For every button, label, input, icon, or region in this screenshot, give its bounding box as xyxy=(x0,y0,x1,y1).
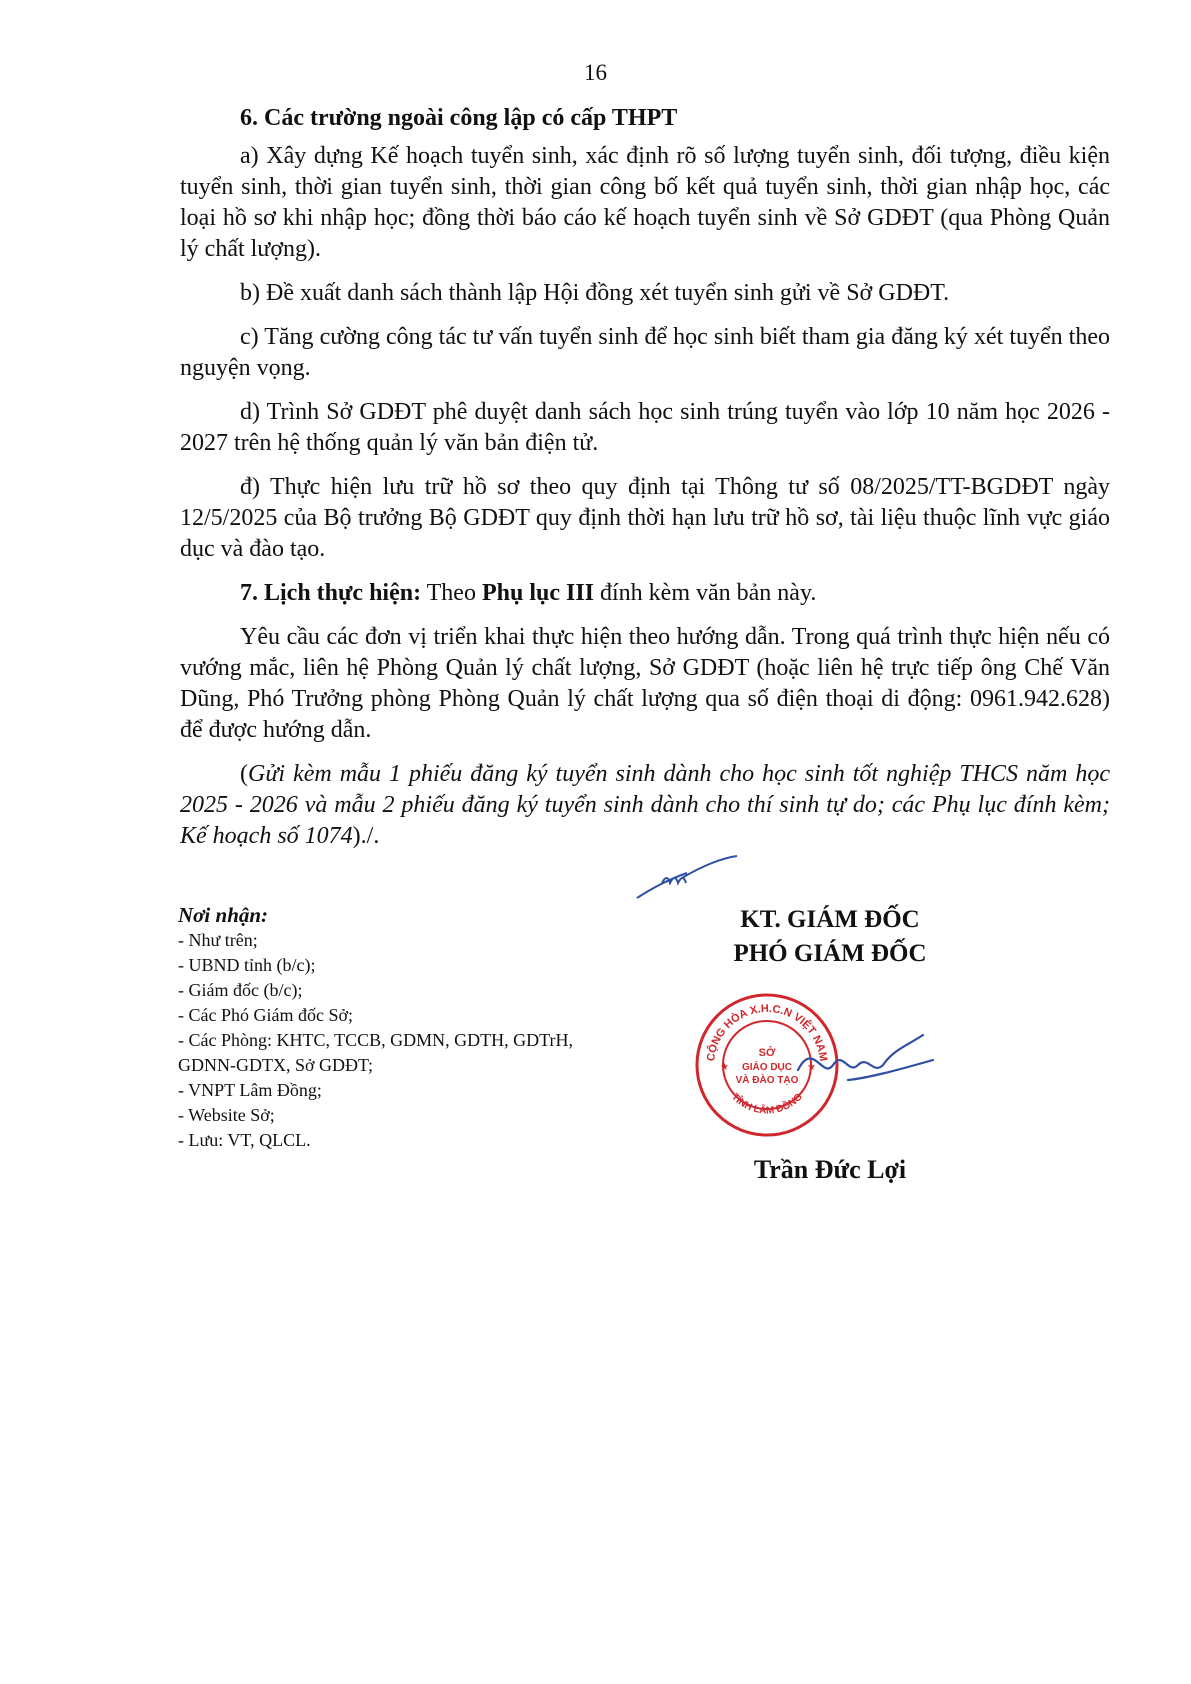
attachment-open-paren: ( xyxy=(240,761,248,787)
recipient-item: - Như trên; xyxy=(178,930,258,950)
section-7-text-before: Theo xyxy=(421,580,482,606)
section-7-text-after: đính kèm văn bản này. xyxy=(594,580,817,606)
section-6-heading: 6. Các trường ngoài công lập có cấp THPT xyxy=(240,105,678,131)
section-6-item-a: a) Xây dựng Kế hoạch tuyển sinh, xác định rõ số lượng tuyển sinh, đối tượng, điều kiện tuyển sinh, thời gian tuyển sinh, thời gian công bố kết quả tuyển sinh, thời gian nhập học, các loại hồ sơ khi nhập học; đồng thời báo cáo kế hoạch tuyển sinh về Sở GDĐT (qua Phòng Quản lý chất lượng). xyxy=(180,143,1110,262)
page-number: 16 xyxy=(584,60,607,85)
recipients-title: Nơi nhận: xyxy=(178,903,269,927)
section-6-item-dd: đ) Thực hiện lưu trữ hồ sơ theo quy định tại Thông tư số 08/2025/TT-BGDĐT ngày 12/5/2025 của Bộ trưởng Bộ GDĐT quy định thời hạn lưu trữ hồ sơ, tài liệu thuộc lĩnh vực giáo dục và đào tạo. xyxy=(180,474,1110,562)
attachment-note-text: Gửi kèm mẫu 1 phiếu đăng ký tuyển sinh dành cho học sinh tốt nghiệp THCS năm học 2025 - 2026 và mẫu 2 phiếu đăng ký tuyển sinh dành cho thí sinh tự do; các Phụ lục đính kèm; Kế hoạch số 1074 xyxy=(180,761,1110,849)
recipient-item: - Các Phó Giám đốc Sở; xyxy=(178,1005,353,1025)
svg-text:CỘNG HÒA X.H.C.N VIỆT NAM: CỘNG HÒA X.H.C.N VIỆT NAM xyxy=(705,1002,829,1062)
signer-role-line-1: KT. GIÁM ĐỐC xyxy=(740,906,920,933)
recipient-item: - Các Phòng: KHTC, TCCB, GDMN, GDTH, GDTrH, GDNN-GDTX, Sở GDĐT; xyxy=(178,1030,574,1075)
section-6-item-d: d) Trình Sở GDĐT phê duyệt danh sách học sinh trúng tuyển vào lớp 10 năm học 2026 - 2027 trên hệ thống quản lý văn bản điện tử. xyxy=(180,399,1110,456)
signature-icon xyxy=(788,1020,938,1100)
svg-text:★: ★ xyxy=(807,1062,816,1073)
section-6-item-c: c) Tăng cường công tác tư vấn tuyển sinh để học sinh biết tham gia đăng ký xét tuyển theo nguyện vọng. xyxy=(180,324,1110,381)
svg-text:SỞ: SỞ xyxy=(758,1047,776,1059)
attachment-close: )./. xyxy=(352,823,380,849)
attachment-note xyxy=(180,759,1110,852)
request-paragraph: Yêu cầu các đơn vị triển khai thực hiện theo hướng dẫn. Trong quá trình thực hiện nếu có vướng mắc, liên hệ Phòng Quản lý chất lượng, Sở GDĐT (hoặc liên hệ trực tiếp ông Chế Văn Dũng, Phó Trưởng phòng Phòng Quản lý chất lượng qua số điện thoại di động: 0961.942.628) để được hướng dẫn. xyxy=(180,624,1110,743)
recipients-list xyxy=(178,928,598,1153)
recipient-item: - UBND tỉnh (b/c); xyxy=(178,955,316,975)
recipients-block xyxy=(178,903,598,1153)
svg-text:GIÁO DỤC: GIÁO DỤC xyxy=(742,1062,792,1073)
svg-text:★: ★ xyxy=(720,1062,729,1073)
document-body xyxy=(180,103,1110,865)
section-7-schedule xyxy=(180,578,1110,609)
recipient-item: - Giám đốc (b/c); xyxy=(178,980,303,1000)
svg-text:TỈNH LÂM ĐỒNG: TỈNH LÂM ĐỒNG xyxy=(729,1091,805,1117)
signature-title-block xyxy=(660,903,1000,971)
recipient-item: - Website Sở; xyxy=(178,1105,275,1125)
svg-text:VÀ ĐÀO TẠO: VÀ ĐÀO TẠO xyxy=(735,1075,799,1086)
section-7-label: 7. Lịch thực hiện: xyxy=(240,580,422,606)
section-7-appendix: Phụ lục III xyxy=(481,580,595,606)
signer-role-line-2: PHÓ GIÁM ĐỐC xyxy=(733,940,927,967)
initial-mark-icon xyxy=(632,848,742,908)
recipient-item: - VNPT Lâm Đồng; xyxy=(178,1080,322,1100)
signer-name: Trần Đức Lợi xyxy=(753,1155,907,1184)
section-6-item-b: b) Đề xuất danh sách thành lập Hội đồng xét tuyển sinh gửi về Sở GDĐT. xyxy=(240,280,950,306)
recipient-item: - Lưu: VT, QLCL. xyxy=(178,1130,311,1150)
